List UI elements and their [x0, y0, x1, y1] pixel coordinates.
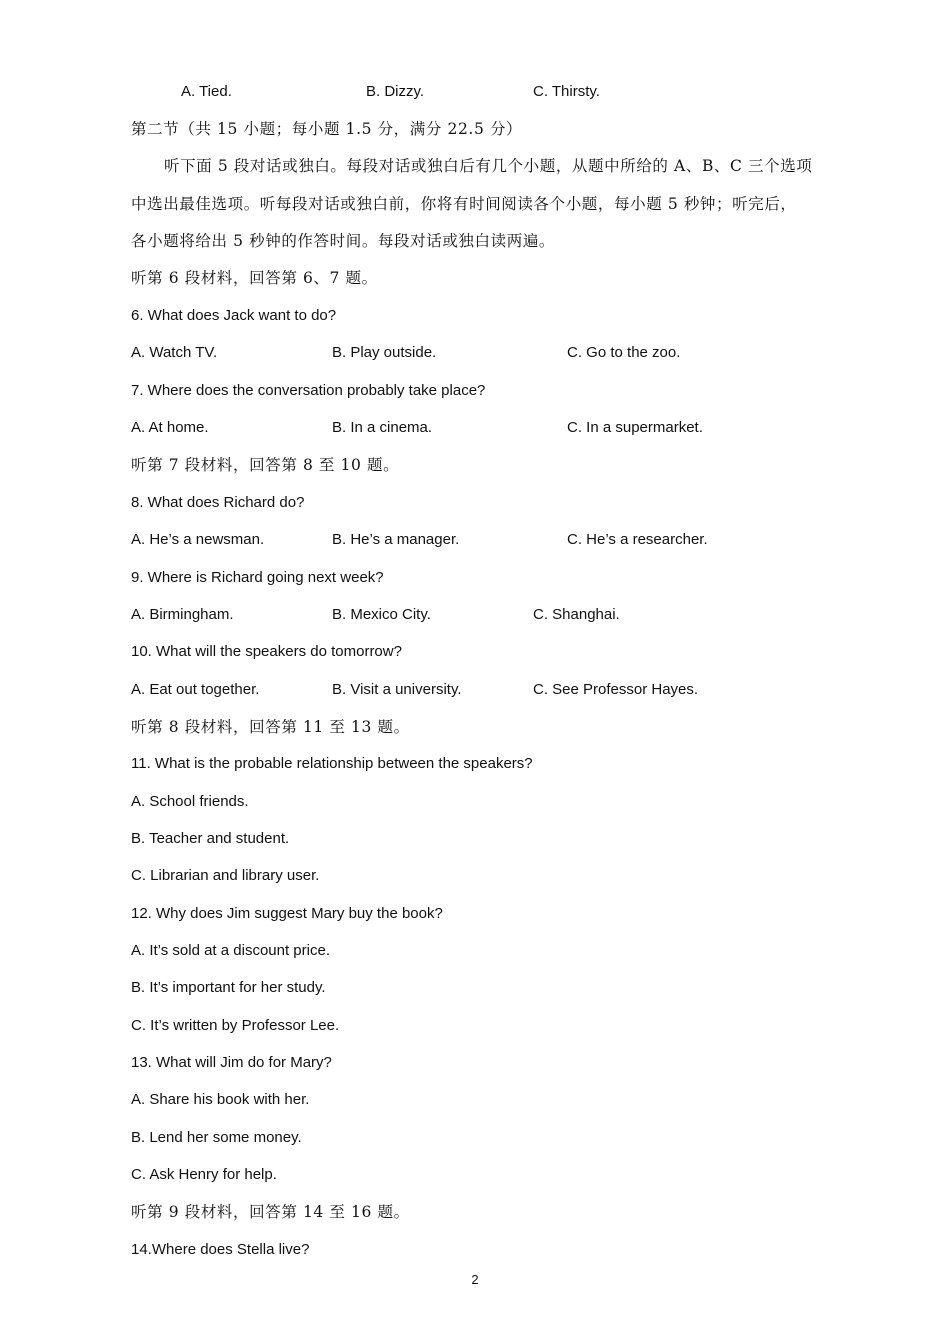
option-c: C. Thirsty. — [533, 83, 600, 100]
q6-option-c: C. Go to the zoo. — [567, 344, 681, 361]
q7-option-c: C. In a supermarket. — [567, 419, 703, 436]
q13-option-a: A. Share his book with her. — [131, 1091, 310, 1108]
q10-option-a: A. Eat out together. — [131, 681, 260, 698]
question-14-stem: 14.Where does Stella live? — [131, 1241, 310, 1258]
option-a: A. Tied. — [181, 83, 232, 100]
material-heading-9: 听第 9 段材料，回答第 14 至 16 题。 — [131, 1203, 410, 1221]
question-13-stem: 13. What will Jim do for Mary? — [131, 1054, 332, 1071]
q9-option-c: C. Shanghai. — [533, 606, 620, 623]
question-10-stem: 10. What will the speakers do tomorrow? — [131, 643, 402, 660]
q13-option-c: C. Ask Henry for help. — [131, 1166, 277, 1183]
q9-option-a: A. Birmingham. — [131, 606, 234, 623]
option-b: B. Dizzy. — [366, 83, 425, 100]
q7-option-b: B. In a cinema. — [332, 419, 433, 436]
q10-option-c: C. See Professor Hayes. — [533, 681, 699, 698]
material-heading-8: 听第 8 段材料，回答第 11 至 13 题。 — [131, 718, 410, 736]
q12-option-c: C. It’s written by Professor Lee. — [131, 1017, 340, 1034]
instructions-line-1: 听下面 5 段对话或独白。每段对话或独白后有几个小题，从题中所给的 A、B、C 三个选项 — [164, 157, 813, 175]
q6-option-b: B. Play outside. — [332, 344, 437, 361]
q13-option-b: B. Lend her some money. — [131, 1129, 302, 1146]
q8-option-a: A. He’s a newsman. — [131, 531, 265, 548]
q8-option-c: C. He’s a researcher. — [567, 531, 708, 548]
instructions-line-3: 各小题将给出 5 秒钟的作答时间。每段对话或独白读两遍。 — [131, 232, 556, 250]
q10-option-b: B. Visit a university. — [332, 681, 462, 698]
q12-option-b: B. It’s important for her study. — [131, 979, 326, 996]
q11-option-c: C. Librarian and library user. — [131, 867, 320, 884]
question-8-stem: 8. What does Richard do? — [131, 494, 305, 511]
material-heading-6: 听第 6 段材料，回答第 6、7 题。 — [131, 269, 378, 287]
q9-option-b: B. Mexico City. — [332, 606, 431, 623]
page-number: 2 — [471, 1272, 479, 1287]
q12-option-a: A. It’s sold at a discount price. — [131, 942, 330, 959]
instructions-line-2: 中选出最佳选项。听每段对话或独白前，你将有时间阅读各个小题，每小题 5 秒钟；听完后， — [131, 195, 797, 213]
question-12-stem: 12. Why does Jim suggest Mary buy the book? — [131, 905, 443, 922]
question-9-stem: 9. Where is Richard going next week? — [131, 569, 384, 586]
q11-option-a: A. School friends. — [131, 793, 249, 810]
q6-option-a: A. Watch TV. — [131, 344, 218, 361]
q7-option-a: A. At home. — [131, 419, 209, 436]
section-title: 第二节（共 15 小题；每小题 1.5 分，满分 22.5 分） — [131, 120, 523, 138]
question-7-stem: 7. Where does the conversation probably take place? — [131, 382, 486, 399]
q11-option-b: B. Teacher and student. — [131, 830, 290, 847]
q8-option-b: B. He’s a manager. — [332, 531, 460, 548]
material-heading-7: 听第 7 段材料，回答第 8 至 10 题。 — [131, 456, 400, 474]
question-11-stem: 11. What is the probable relationship between the speakers? — [131, 755, 533, 772]
question-6-stem: 6. What does Jack want to do? — [131, 307, 337, 324]
